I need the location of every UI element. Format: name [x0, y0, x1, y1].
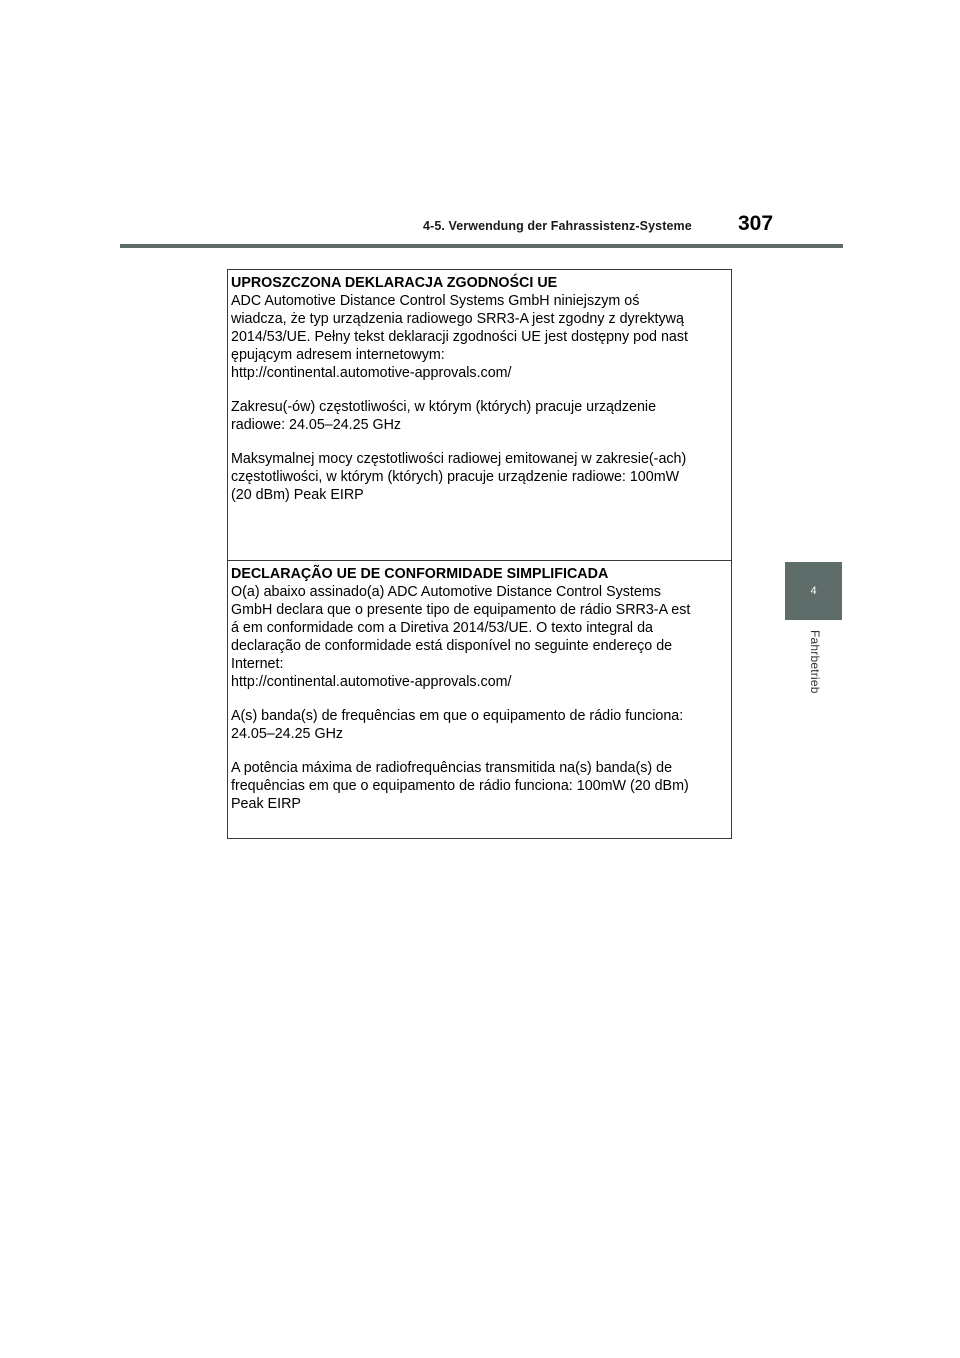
text-line: declaração de conformidade está disponível no seguinte endereço de — [231, 638, 673, 654]
text-line: O(a) abaixo assinado(a) ADC Automotive Distance Control Systems — [231, 584, 661, 600]
declaration-box — [227, 269, 732, 839]
text-line: częstotliwości, w którym (których) pracuje urządzenie radiowe: 100mW — [231, 469, 680, 485]
text-line: frequências em que o equipamento de rádio funciona: 100mW (20 dBm) — [231, 778, 689, 794]
text-line: ępującym adresem internetowym: — [231, 347, 445, 363]
portuguese-declaration-title: DECLARAÇÃO UE DE CONFORMIDADE SIMPLIFICADA — [231, 566, 609, 582]
text-line: radiowe: 24.05–24.25 GHz — [231, 417, 402, 433]
polish-paragraph-3 — [231, 450, 728, 504]
header-divider — [120, 244, 843, 248]
text-line: 24.05–24.25 GHz — [231, 726, 344, 742]
chapter-tab — [785, 562, 842, 620]
text-line: Peak EIRP — [231, 796, 301, 812]
polish-paragraph-1 — [231, 292, 728, 382]
text-line: Internet: — [231, 656, 284, 672]
url-line: http://continental.automotive-approvals.com/ — [231, 365, 512, 381]
polish-paragraph-2 — [231, 398, 728, 434]
text-line: wiadcza, że typ urządzenia radiowego SRR3-A jest zgodny z dyrektywą — [231, 311, 684, 327]
text-line: GmbH declara que o presente tipo de equipamento de rádio SRR3-A est — [231, 602, 691, 618]
text-line: ADC Automotive Distance Control Systems GmbH niniejszym oś — [231, 293, 640, 309]
text-line: (20 dBm) Peak EIRP — [231, 487, 364, 503]
portuguese-paragraph-2 — [231, 707, 728, 743]
text-line: A(s) banda(s) de frequências em que o equipamento de rádio funciona: — [231, 708, 684, 724]
portuguese-declaration — [228, 561, 731, 813]
portuguese-paragraph-1 — [231, 583, 728, 691]
portuguese-paragraph-3 — [231, 759, 728, 813]
chapter-number: 4 — [810, 585, 817, 597]
text-line: Maksymalnej mocy częstotliwości radiowej emitowanej w zakresie(-ach) — [231, 451, 687, 467]
text-line: A potência máxima de radiofrequências transmitida na(s) banda(s) de — [231, 760, 673, 776]
polish-declaration-title: UPROSZCZONA DEKLARACJA ZGODNOŚCI UE — [231, 275, 558, 291]
text-line: á em conformidade com a Diretiva 2014/53/UE. O texto integral da — [231, 620, 653, 636]
text-line: Zakresu(-ów) częstotliwości, w którym (których) pracuje urządzenie — [231, 399, 657, 415]
url-line: http://continental.automotive-approvals.com/ — [231, 674, 512, 690]
chapter-label: Fahrbetrieb — [808, 630, 822, 694]
section-title: 4-5. Verwendung der Fahrassistenz-Systeme — [423, 219, 692, 233]
page-number: 307 — [738, 212, 774, 235]
text-line: 2014/53/UE. Pełny tekst deklaracji zgodności UE jest dostępny pod nast — [231, 329, 688, 345]
polish-declaration — [228, 270, 731, 561]
